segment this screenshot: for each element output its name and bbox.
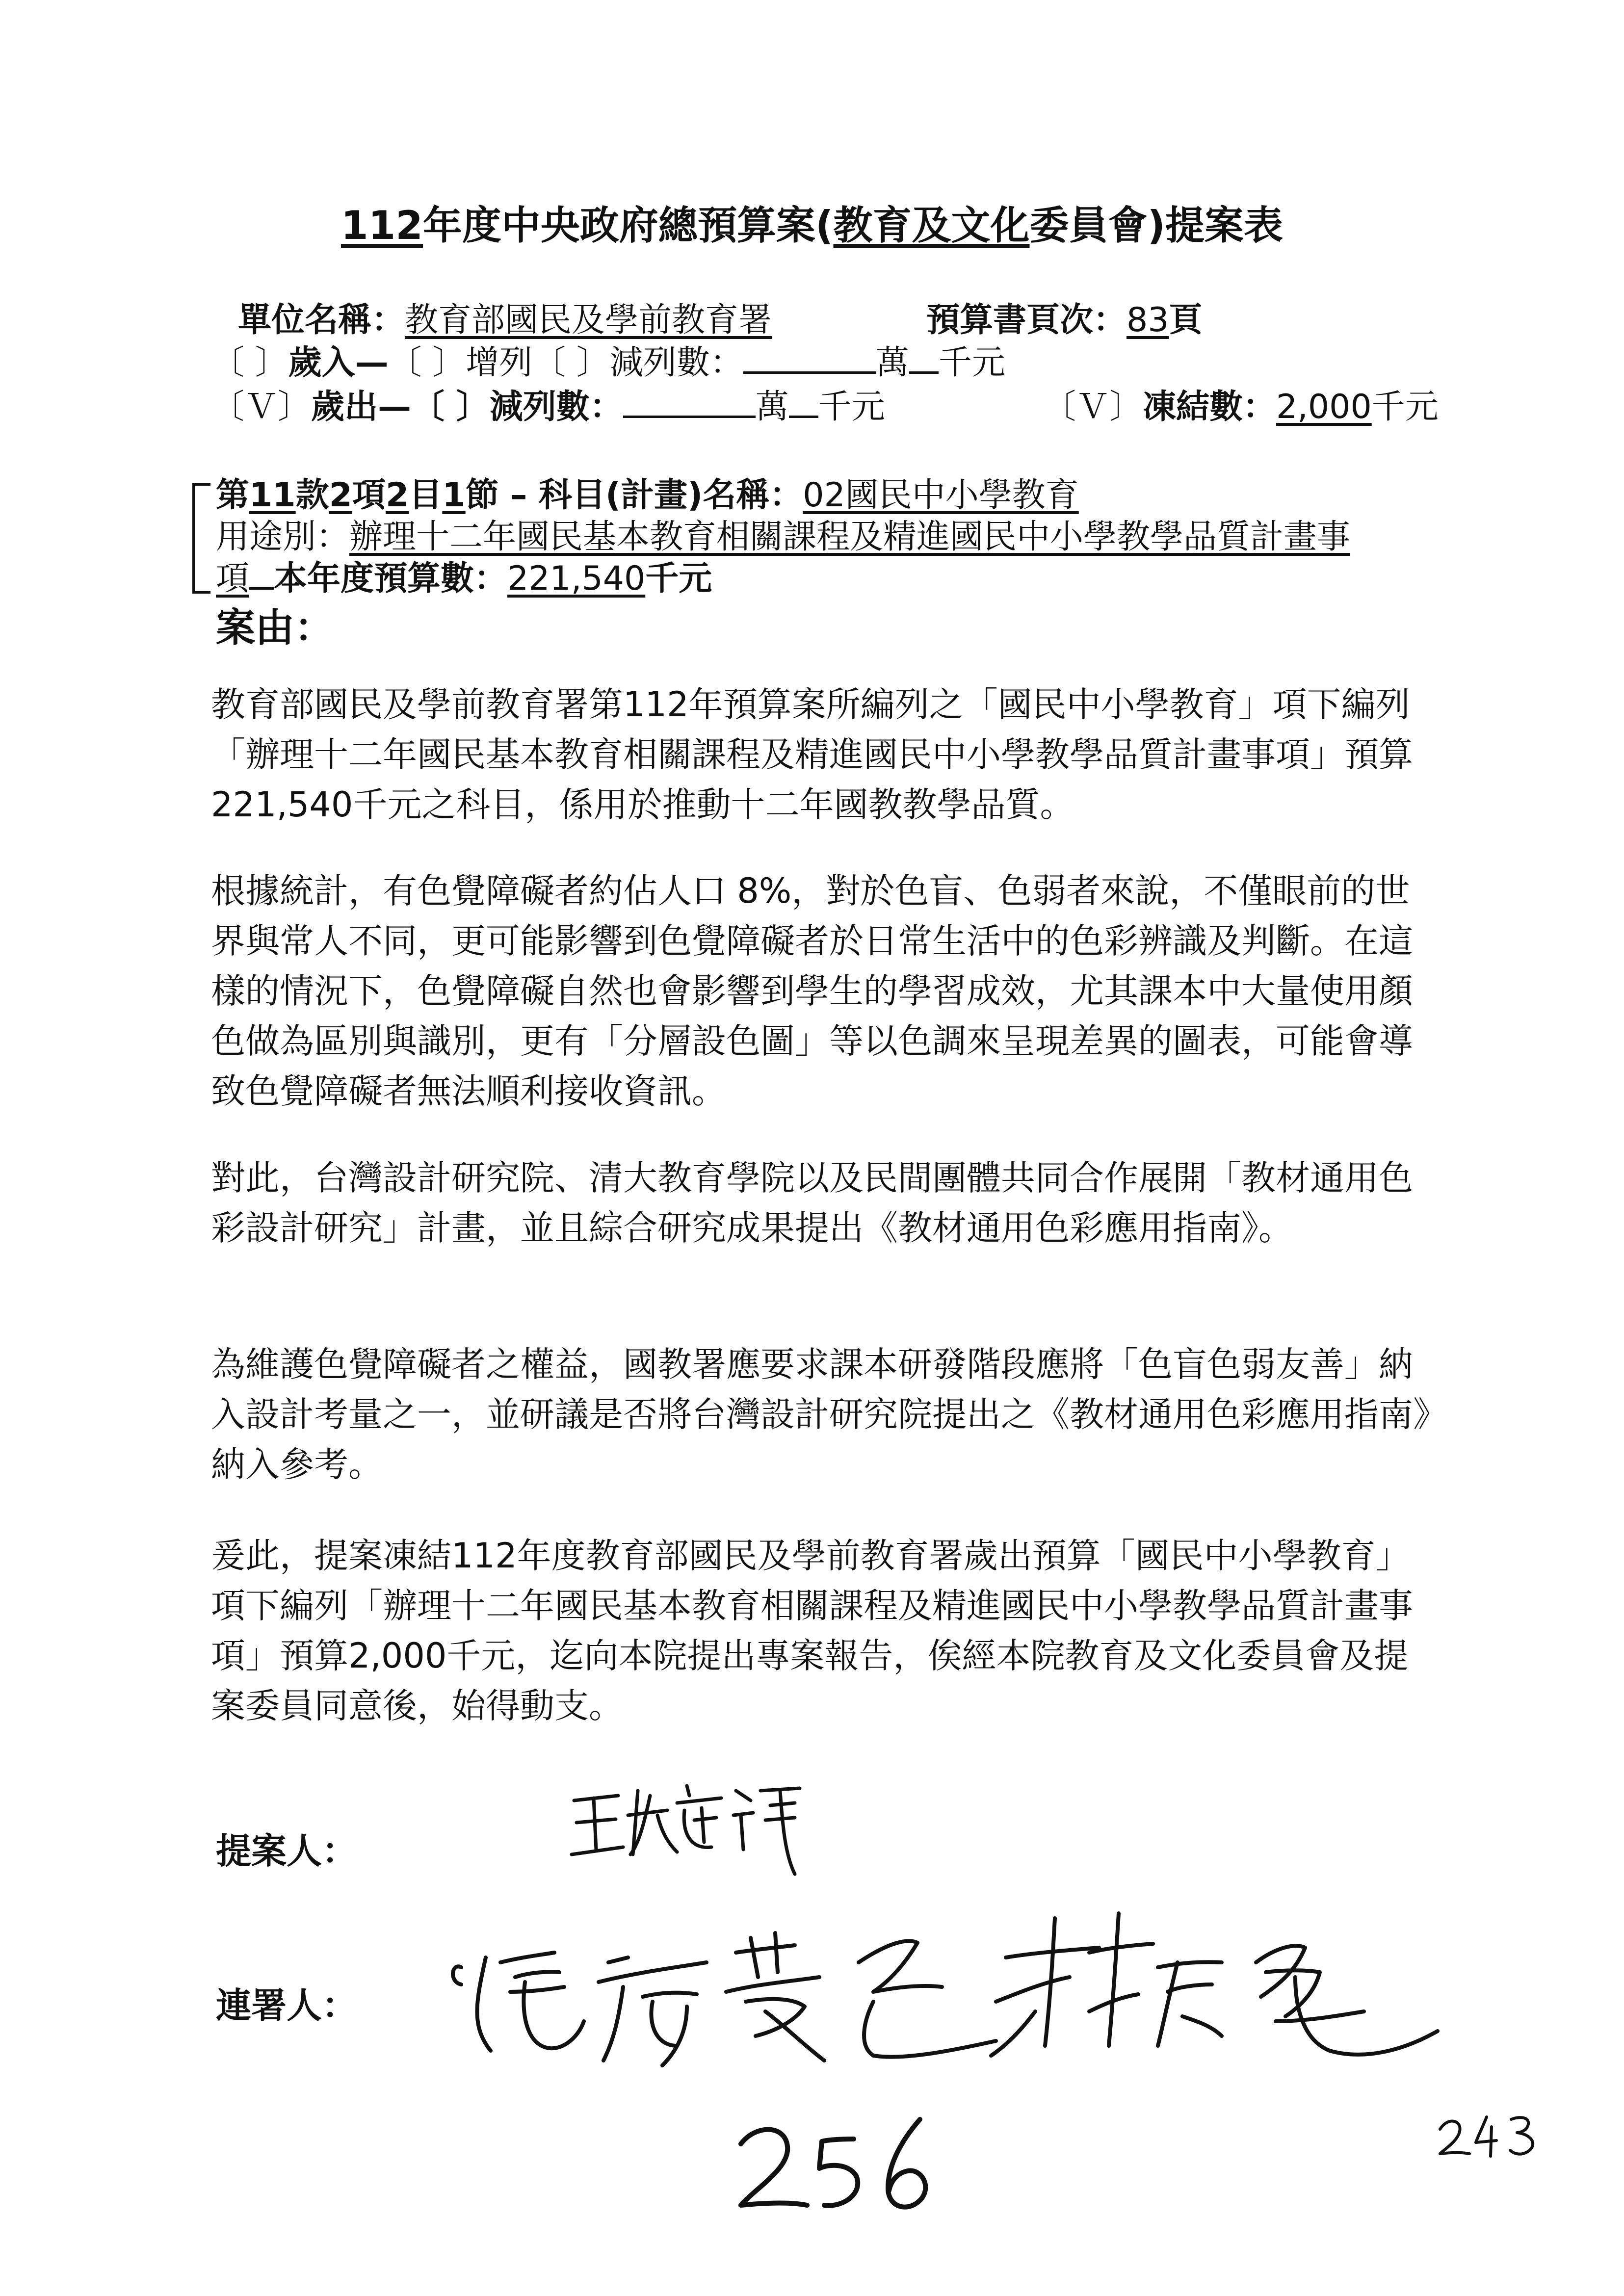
page-value: 83	[1126, 301, 1169, 339]
document-title	[0, 194, 1624, 250]
page-unit: 頁	[1169, 301, 1203, 339]
paragraph-1: 教育部國民及學前教育署第112年預算案所編列之「國民中小學教育」項下編列「辦理十二年國民基本教育相關課程及精進國民中小學教學品質計畫事項」預算221,540千元之科目，係用於推動十二年國教教學品質。	[211, 684, 1413, 825]
item-line-3	[216, 552, 712, 600]
cosigner-label: 連署人：	[216, 1985, 358, 2026]
item-kuan-label: 款	[295, 476, 329, 515]
item-mu: 2	[386, 476, 409, 515]
revenue-wan: 萬	[875, 343, 909, 382]
purpose-label: 用途別：	[216, 518, 350, 556]
item-jie: 1	[442, 476, 466, 515]
item-name: 02國民中小學教育	[803, 476, 1079, 515]
freeze-unit: 千元	[1371, 388, 1439, 426]
handwritten-page-number	[726, 2110, 952, 2222]
unit-row	[238, 293, 772, 341]
purpose-text-1: 辦理十二年國民基本教育相關課程及精進國民中小學教學品質計畫事	[349, 518, 1351, 556]
paragraph-5: 爰此，提案凍結112年度教育部國民及學前教育署歲出預算「國民中小學教育」項下編列「辦理十二年國民基本教育相關課程及精進國民中小學教學品質計畫事項」預算2,000千元，迄向本院提出專案報告，俟經本院教育及文化委員會及提案委員同意後，始得動支。	[211, 1536, 1413, 1726]
item-kuan: 11	[249, 476, 296, 515]
freeze-label: 凍結數：	[1143, 388, 1277, 426]
item-xiang: 2	[329, 476, 352, 515]
budget-value: 221,540	[507, 559, 646, 598]
revenue-blank-wan	[743, 371, 876, 374]
budget-page-row	[926, 293, 1203, 341]
expenditure-row	[211, 380, 885, 428]
handwritten-corner-number	[1433, 2107, 1545, 2161]
reason-heading: 案由：	[216, 605, 334, 651]
freeze-row	[1043, 380, 1439, 428]
item-xiang-label: 項	[352, 476, 386, 515]
paragraph-3: 對此，台灣設計研究院、清大教育學院以及民間團體共同合作展開「教材通用色彩設計研究」計畫，並且綜合研究成果提出《教材通用色彩應用指南》。	[211, 1158, 1413, 1248]
expenditure-reduce: 〔 〕減列數：	[411, 388, 623, 426]
unit-value: 教育部國民及學前教育署	[405, 301, 772, 339]
title-pre: 年度中央政府總預算案(	[422, 203, 834, 248]
cosigner-signatures	[432, 1815, 1462, 2090]
expenditure-wan: 萬	[755, 388, 789, 426]
proposer-label: 提案人：	[216, 1830, 358, 1872]
revenue-add: 〔 〕增列	[388, 343, 533, 382]
item-line-2	[216, 510, 1350, 558]
expenditure-qian: 千元	[818, 388, 885, 426]
revenue-bracket: 〔 〕	[211, 343, 288, 382]
revenue-reduce: 〔 〕減列數：	[532, 343, 743, 382]
item-bracket	[192, 483, 210, 594]
freeze-bracket: 〔Ｖ〕	[1043, 388, 1143, 426]
revenue-row	[211, 336, 1005, 384]
expenditure-label: 歲出—	[311, 388, 412, 426]
paragraph-4: 為維護色覺障礙者之權益，國教署應要求課本研發階段應將「色盲色弱友善」納入設計考量之一，並研議是否將台灣設計研究院提出之《教材通用色彩應用指南》納入參考。	[211, 1344, 1430, 1485]
revenue-blank-qian	[909, 371, 939, 374]
title-post: 委員會)提案表	[1029, 203, 1283, 248]
revenue-qian: 千元	[938, 343, 1005, 382]
item-line-1	[216, 469, 1079, 516]
revenue-label: 歲入—	[288, 343, 389, 382]
expenditure-bracket: 〔Ｖ〕	[211, 388, 312, 426]
budget-unit: 千元	[645, 559, 712, 598]
page-label: 預算書頁次：	[926, 301, 1127, 339]
budget-label: 本年度預算數：	[274, 559, 508, 598]
item-prefix: 第	[216, 476, 250, 515]
unit-label: 單位名稱：	[238, 301, 405, 339]
purpose-blank	[249, 587, 274, 590]
expenditure-blank-wan	[623, 415, 756, 418]
title-committee: 教育及文化	[833, 203, 1030, 248]
item-jie-label: 節 – 科目(計畫)名稱：	[465, 476, 803, 515]
paragraph-2: 根據統計，有色覺障礙者約佔人口 8%，對於色盲、色弱者來說，不僅眼前的世界與常人不同，更可能影響到色覺障礙者於日常生活中的色彩辨識及判斷。在這樣的情況下，色覺障礙自然也會影響到學生的學習成效，尤其課本中大量使用顏色做為區別與識別，更有「分層設色圖」等以色調來呈現差異的圖表，可能會導致色覺障礙者無法順利接收資訊。	[211, 871, 1413, 1111]
title-year: 112	[341, 203, 423, 248]
item-mu-label: 目	[409, 476, 443, 515]
expenditure-blank-qian	[789, 415, 818, 418]
purpose-text-2: 項	[216, 559, 250, 598]
freeze-value: 2,000	[1276, 388, 1372, 426]
